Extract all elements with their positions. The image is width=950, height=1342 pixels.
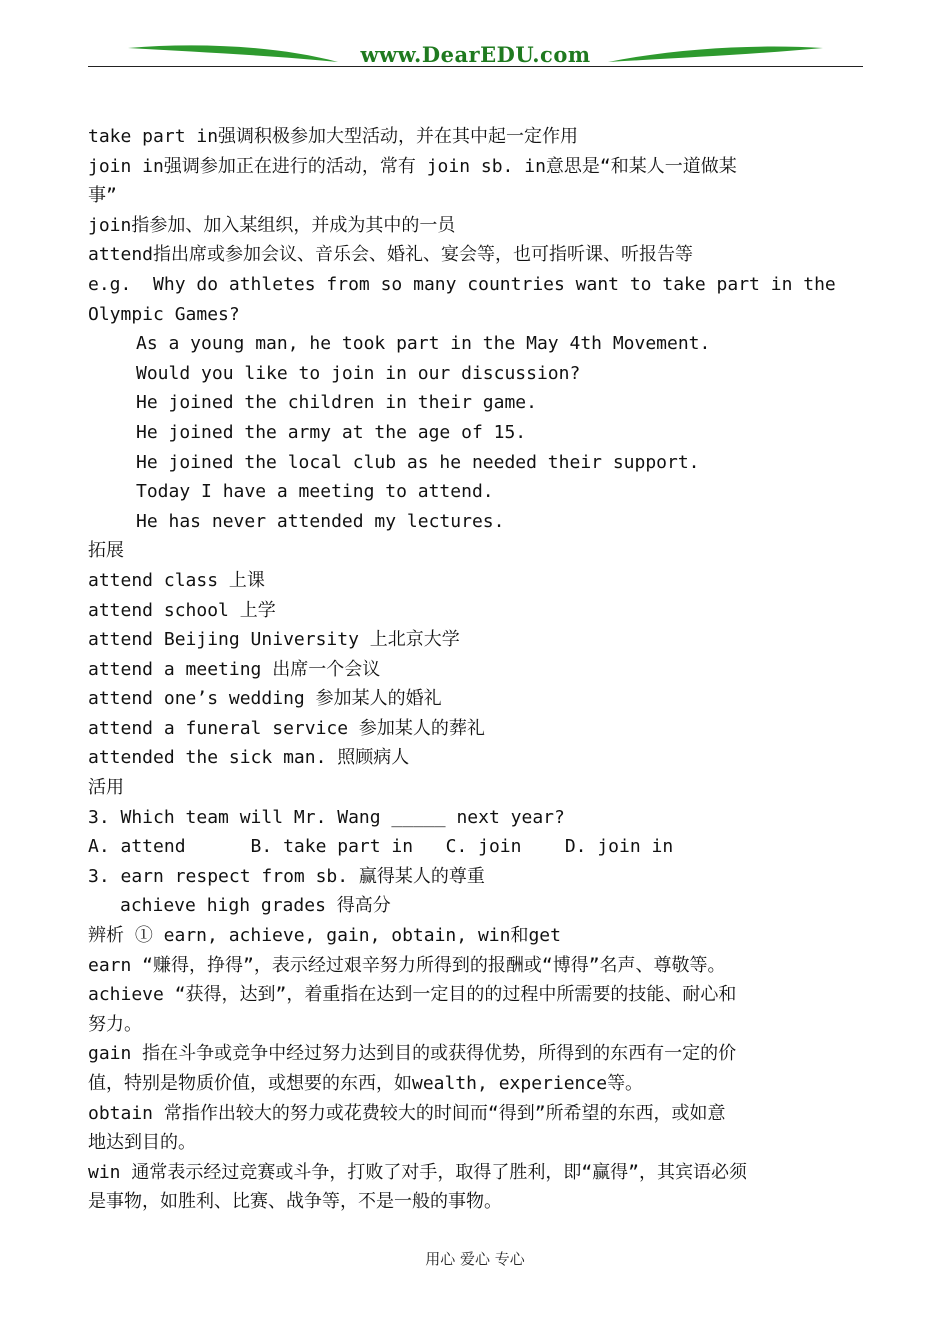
text-line: 努力。 <box>88 1013 142 1035</box>
text-line: Would you like to join in our discussion? <box>136 362 581 384</box>
text-line: 活用 <box>88 777 124 799</box>
text-line: He has never attended my lectures. <box>136 510 505 532</box>
text-line: Today I have a meeting to attend. <box>136 481 494 503</box>
text-line: 3. Which team will Mr. Wang _____ next year? <box>88 806 565 828</box>
text-line: 地达到目的。 <box>88 1132 196 1154</box>
text-line: gain 指在斗争或竞争中经过努力达到目的或获得优势，所得到的东西有一定的价 <box>88 1043 737 1065</box>
text-line: join in强调参加正在进行的活动，常有 join sb. in意思是“和某人一道做某 <box>88 155 737 177</box>
text-line: 辨析 ① earn, achieve, gain, obtain, win和get <box>88 925 561 947</box>
text-line: Olympic Games? <box>88 303 240 325</box>
page-footer: 用心 爱心 专心 <box>425 1250 525 1268</box>
text-line: obtain 常指作出较大的努力或花费较大的时间而“得到”所希望的东西，或如意 <box>88 1102 726 1124</box>
text-line: e.g. Why do athletes from so many countries want to take part in the <box>88 273 836 295</box>
text-line: 值，特别是物质价值，或想要的东西，如wealth, experience等。 <box>88 1073 644 1094</box>
text-line: attend a meeting 出席一个会议 <box>88 658 381 680</box>
text-line: attend school 上学 <box>88 599 276 621</box>
text-line: A. attend B. take part in C. join D. join in <box>88 836 674 858</box>
text-line: attend a funeral service 参加某人的葬礼 <box>88 717 485 739</box>
text-line: attend class 上课 <box>88 569 265 591</box>
text-line: attended the sick man. 照顾病人 <box>88 747 410 769</box>
text-line: 是事物，如胜利、比赛、战争等，不是一般的事物。 <box>88 1191 502 1213</box>
text-line: achieve “获得，达到”，着重指在达到一定目的的过程中所需要的技能、耐心和 <box>88 984 737 1006</box>
document-body <box>88 122 863 1217</box>
text-line: join指参加、加入某组织，并成为其中的一员 <box>88 214 456 236</box>
text-line: He joined the army at the age of 15. <box>136 421 527 443</box>
text-line: He joined the local club as he needed their support. <box>136 451 700 473</box>
text-line: attend Beijing University 上北京大学 <box>88 629 460 651</box>
site-url: www.DearEDU.com <box>360 42 591 67</box>
text-line: 事” <box>88 185 117 207</box>
text-line: attend one’s wedding 参加某人的婚礼 <box>88 688 442 710</box>
text-line: win 通常表示经过竞赛或斗争，打败了对手，取得了胜利，即“赢得”，其宾语必须 <box>88 1161 748 1183</box>
text-line: achieve high grades 得高分 <box>120 895 391 917</box>
text-line: attend指出席或参加会议、音乐会、婚礼、宴会等，也可指听课、听报告等 <box>88 244 694 266</box>
text-line: earn “赚得，挣得”，表示经过艰辛努力所得到的报酬或“博得”名声、尊敬等。 <box>88 954 726 976</box>
header-rule <box>88 66 863 67</box>
text-line: 拓展 <box>88 540 124 562</box>
site-header <box>88 36 863 76</box>
text-line: 3. earn respect from sb. 赢得某人的尊重 <box>88 865 485 887</box>
text-line: take part in强调积极参加大型活动，并在其中起一定作用 <box>88 126 579 147</box>
text-line: He joined the children in their game. <box>136 392 537 414</box>
text-line: As a young man, he took part in the May 4th Movement. <box>136 333 711 355</box>
